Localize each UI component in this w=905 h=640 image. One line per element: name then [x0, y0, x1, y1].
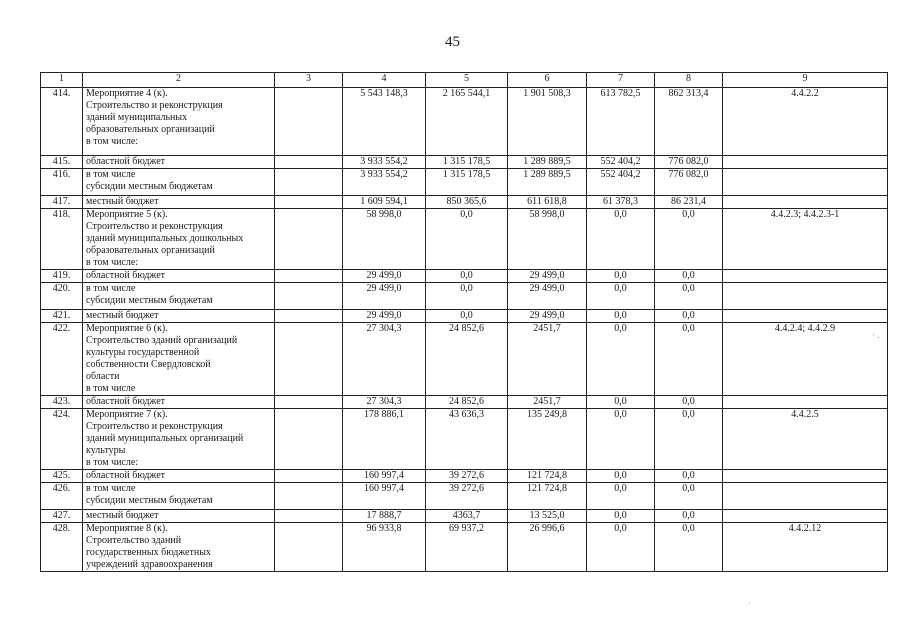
col6-value: 29 499,0 — [508, 283, 587, 310]
header-cell-8: 8 — [655, 73, 723, 88]
table-row — [41, 523, 888, 572]
col8-value: 862 313,4 — [655, 88, 723, 156]
row-number: 426. — [41, 483, 83, 510]
row-number: 427. — [41, 510, 83, 523]
col4-value: 27 304,3 — [343, 323, 426, 396]
row-name: местный бюджет — [83, 310, 275, 323]
col9-reference — [723, 470, 888, 483]
col8-value: 0,0 — [655, 470, 723, 483]
col4-value: 29 499,0 — [343, 283, 426, 310]
col9-reference: 4.4.2.5 — [723, 409, 888, 470]
col6-value: 29 499,0 — [508, 270, 587, 283]
col6-value: 13 525,0 — [508, 510, 587, 523]
col3-cell — [275, 169, 343, 196]
row-name: в том числе субсидии местным бюджетам — [83, 283, 275, 310]
col6-value: 121 724,8 — [508, 483, 587, 510]
col3-cell — [275, 523, 343, 572]
col8-value: 0,0 — [655, 270, 723, 283]
col3-cell — [275, 196, 343, 209]
col8-value: 0,0 — [655, 409, 723, 470]
col5-value: 24 852,6 — [426, 323, 508, 396]
row-number: 420. — [41, 283, 83, 310]
col4-value: 178 886,1 — [343, 409, 426, 470]
col4-value: 17 888,7 — [343, 510, 426, 523]
col4-value: 160 997,4 — [343, 483, 426, 510]
row-number: 424. — [41, 409, 83, 470]
table-body — [41, 73, 888, 572]
col9-reference — [723, 396, 888, 409]
row-name: в том числе субсидии местным бюджетам — [83, 483, 275, 510]
table-row — [41, 270, 888, 283]
row-number: 422. — [41, 323, 83, 396]
col9-reference — [723, 510, 888, 523]
table-row — [41, 196, 888, 209]
col9-reference — [723, 169, 888, 196]
col8-value: 776 082,0 — [655, 169, 723, 196]
col8-value: 0,0 — [655, 396, 723, 409]
col8-value: 0,0 — [655, 310, 723, 323]
row-name: областной бюджет — [83, 270, 275, 283]
col3-cell — [275, 470, 343, 483]
col7-value: 0,0 — [587, 283, 655, 310]
col7-value: 0,0 — [587, 209, 655, 270]
col7-value: 0,0 — [587, 310, 655, 323]
col5-value: 69 937,2 — [426, 523, 508, 572]
col7-value: 61 378,3 — [587, 196, 655, 209]
col7-value: 613 782,5 — [587, 88, 655, 156]
col5-value: 4363,7 — [426, 510, 508, 523]
table-row — [41, 470, 888, 483]
col4-value: 160 997,4 — [343, 470, 426, 483]
col9-reference: 4.4.2.12 — [723, 523, 888, 572]
col9-reference — [723, 156, 888, 169]
col6-value: 121 724,8 — [508, 470, 587, 483]
table-row — [41, 209, 888, 270]
col5-value: 0,0 — [426, 270, 508, 283]
row-name: местный бюджет — [83, 510, 275, 523]
col9-reference — [723, 270, 888, 283]
row-name: Мероприятие 8 (к). Строительство зданий государственных бюджетных учреждений здравоохранения — [83, 523, 275, 572]
col3-cell — [275, 323, 343, 396]
col6-value: 1 901 508,3 — [508, 88, 587, 156]
col5-value: 1 315 178,5 — [426, 169, 508, 196]
budget-table — [40, 72, 888, 572]
col5-value: 0,0 — [426, 283, 508, 310]
col3-cell — [275, 270, 343, 283]
row-name: Мероприятие 5 (к). Строительство и реконструкция зданий муниципальных дошкольных образовательных организаций в том числе: — [83, 209, 275, 270]
col3-cell — [275, 88, 343, 156]
col3-cell — [275, 483, 343, 510]
table-row — [41, 88, 888, 156]
col7-value: 0,0 — [587, 396, 655, 409]
header-cell-6: 6 — [508, 73, 587, 88]
page-number: 45 — [445, 34, 460, 50]
table-row — [41, 283, 888, 310]
col6-value: 26 996,6 — [508, 523, 587, 572]
col3-cell — [275, 510, 343, 523]
row-number: 428. — [41, 523, 83, 572]
col8-value: 0,0 — [655, 283, 723, 310]
scan-speck: · . — [872, 330, 880, 340]
col7-value: 0,0 — [587, 323, 655, 396]
col4-value: 58 998,0 — [343, 209, 426, 270]
col9-reference: 4.4.2.4; 4.4.2.9 — [723, 323, 888, 396]
col4-value: 96 933,8 — [343, 523, 426, 572]
row-name: Мероприятие 6 (к). Строительство зданий организаций культуры государственной собственности Свердловской области в том числе — [83, 323, 275, 396]
col3-cell — [275, 156, 343, 169]
col3-cell — [275, 209, 343, 270]
row-number: 417. — [41, 196, 83, 209]
col4-value: 1 609 594,1 — [343, 196, 426, 209]
header-cell-2: 2 — [83, 73, 275, 88]
row-number: 414. — [41, 88, 83, 156]
col7-value: 0,0 — [587, 523, 655, 572]
table-row — [41, 483, 888, 510]
row-number: 415. — [41, 156, 83, 169]
col6-value: 611 618,8 — [508, 196, 587, 209]
col9-reference — [723, 483, 888, 510]
row-number: 421. — [41, 310, 83, 323]
row-name: Мероприятие 7 (к). Строительство и реконструкция зданий муниципальных организаций культуры в том числе: — [83, 409, 275, 470]
col7-value: 0,0 — [587, 409, 655, 470]
row-number: 416. — [41, 169, 83, 196]
col6-value: 1 289 889,5 — [508, 156, 587, 169]
col8-value: 0,0 — [655, 483, 723, 510]
row-number: 418. — [41, 209, 83, 270]
col9-reference — [723, 283, 888, 310]
col7-value: 552 404,2 — [587, 156, 655, 169]
header-cell-5: 5 — [426, 73, 508, 88]
col5-value: 2 165 544,1 — [426, 88, 508, 156]
header-cell-7: 7 — [587, 73, 655, 88]
row-name: местный бюджет — [83, 196, 275, 209]
row-number: 423. — [41, 396, 83, 409]
col7-value: 0,0 — [587, 270, 655, 283]
col7-value: 552 404,2 — [587, 169, 655, 196]
col8-value: 0,0 — [655, 510, 723, 523]
col6-value: 1 289 889,5 — [508, 169, 587, 196]
col8-value: 0,0 — [655, 323, 723, 396]
col5-value: 39 272,6 — [426, 470, 508, 483]
col5-value: 24 852,6 — [426, 396, 508, 409]
row-name: областной бюджет — [83, 396, 275, 409]
col8-value: 0,0 — [655, 523, 723, 572]
table-row — [41, 409, 888, 470]
col5-value: 1 315 178,5 — [426, 156, 508, 169]
col6-value: 135 249,8 — [508, 409, 587, 470]
col9-reference: 4.4.2.3; 4.4.2.3-1 — [723, 209, 888, 270]
scan-speck: · — [748, 598, 751, 608]
col9-reference — [723, 196, 888, 209]
col5-value: 39 272,6 — [426, 483, 508, 510]
col3-cell — [275, 396, 343, 409]
col7-value: 0,0 — [587, 470, 655, 483]
table-row — [41, 169, 888, 196]
col7-value: 0,0 — [587, 510, 655, 523]
col6-value: 2451,7 — [508, 323, 587, 396]
table-row — [41, 510, 888, 523]
col9-reference — [723, 310, 888, 323]
row-name: Мероприятие 4 (к). Строительство и реконструкция зданий муниципальных образовательных организаций в том числе: — [83, 88, 275, 156]
col3-cell — [275, 310, 343, 323]
row-name: областной бюджет — [83, 156, 275, 169]
row-number: 419. — [41, 270, 83, 283]
row-name: областной бюджет — [83, 470, 275, 483]
table-row — [41, 310, 888, 323]
row-number: 425. — [41, 470, 83, 483]
col4-value: 3 933 554,2 — [343, 156, 426, 169]
row-name: в том числе субсидии местным бюджетам — [83, 169, 275, 196]
header-cell-3: 3 — [275, 73, 343, 88]
table-header-row — [41, 73, 888, 88]
col4-value: 29 499,0 — [343, 270, 426, 283]
col4-value: 29 499,0 — [343, 310, 426, 323]
table-row — [41, 323, 888, 396]
col8-value: 0,0 — [655, 209, 723, 270]
header-cell-1: 1 — [41, 73, 83, 88]
col4-value: 5 543 148,3 — [343, 88, 426, 156]
col5-value: 0,0 — [426, 310, 508, 323]
header-cell-4: 4 — [343, 73, 426, 88]
table-row — [41, 156, 888, 169]
col3-cell — [275, 283, 343, 310]
col8-value: 776 082,0 — [655, 156, 723, 169]
header-cell-9: 9 — [723, 73, 888, 88]
col5-value: 0,0 — [426, 209, 508, 270]
col6-value: 29 499,0 — [508, 310, 587, 323]
table-row — [41, 396, 888, 409]
col5-value: 850 365,6 — [426, 196, 508, 209]
col6-value: 58 998,0 — [508, 209, 587, 270]
col7-value: 0,0 — [587, 483, 655, 510]
col5-value: 43 636,3 — [426, 409, 508, 470]
col4-value: 3 933 554,2 — [343, 169, 426, 196]
col6-value: 2451,7 — [508, 396, 587, 409]
col3-cell — [275, 409, 343, 470]
col8-value: 86 231,4 — [655, 196, 723, 209]
col4-value: 27 304,3 — [343, 396, 426, 409]
col9-reference: 4.4.2.2 — [723, 88, 888, 156]
